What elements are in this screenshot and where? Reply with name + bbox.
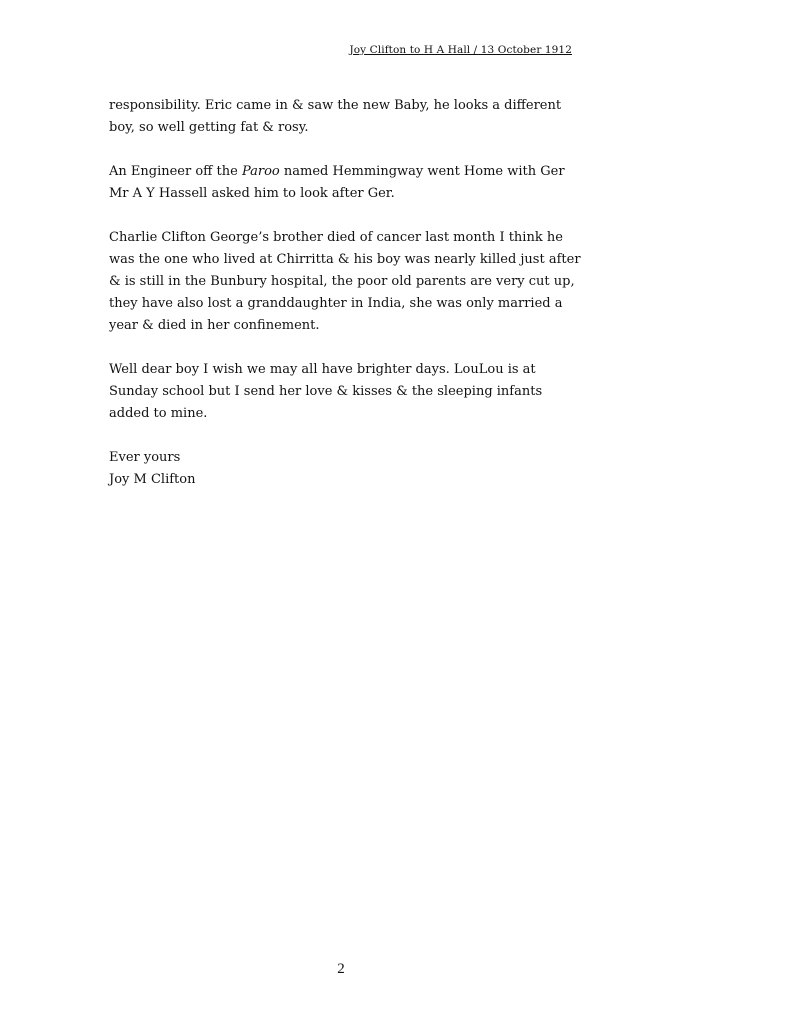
closing: Ever yours	[109, 450, 181, 465]
paragraph-2-end: named Hemmingway went Home with Ger Mr A Y Hassell asked him to look after Ger.	[109, 164, 565, 201]
paragraph-3: Charlie Clifton George’s brother died of cancer last month I think he was the one who lived at Chirritta & his boy was nearly killed just after & is still in the Bunbury hospital, the poor old parents are very cut up, they have also lost a granddaughter in India, she was only married a year & died in her confinement.	[109, 230, 581, 333]
page-number: 2	[337, 961, 345, 977]
paragraph-1: responsibility. Eric came in & saw the new Baby, he looks a different boy, so well getting fat & rosy.	[109, 98, 562, 135]
running-header: Joy Clifton to H A Hall / 13 October 1912	[349, 44, 572, 56]
letter-body	[109, 95, 584, 491]
ship-name: Paroo	[241, 164, 280, 179]
paragraph-2-start: An Engineer off the	[109, 164, 242, 179]
paragraph-2	[109, 161, 584, 205]
signature: Joy M Clifton	[109, 472, 196, 487]
paragraph-4: Well dear boy I wish we may all have brighter days. LouLou is at Sunday school but I send her love & kisses & the sleeping infants added to mine.	[109, 362, 543, 421]
